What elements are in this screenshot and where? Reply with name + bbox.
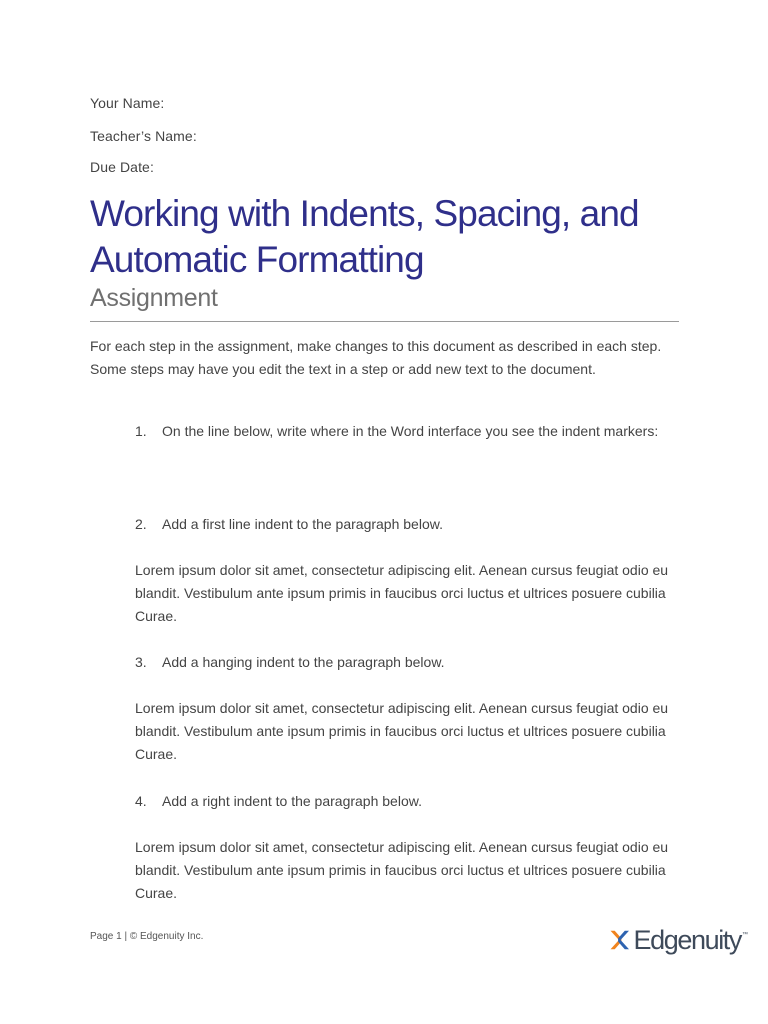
title-divider xyxy=(90,321,679,322)
edgenuity-logo xyxy=(608,923,748,957)
step-1-text: On the line below, write where in the Word interface you see the indent markers: xyxy=(162,423,659,439)
step-3-number: 3. xyxy=(135,654,147,670)
step-3-paragraph: Lorem ipsum dolor sit amet, consectetur adipiscing elit. Aenean cursus feugiat odio eu blandit. Vestibulum ante ipsum primis in faucibus orci luctus et ultrices posuere cubilia Curae. xyxy=(135,700,669,762)
teacher-name-label: Teacher’s Name: xyxy=(90,128,197,144)
step-4-text: Add a right indent to the paragraph below. xyxy=(162,793,422,809)
step-1-number: 1. xyxy=(135,423,147,439)
step-1-instruction xyxy=(135,420,670,443)
footer-page-text: Page 1 | © Edgenuity Inc. xyxy=(90,931,204,942)
document-title: Working with Indents, Spacing, and Automatic Formatting xyxy=(90,193,639,280)
step-4-number: 4. xyxy=(135,793,147,809)
step-2-paragraph: Lorem ipsum dolor sit amet, consectetur adipiscing elit. Aenean cursus feugiat odio eu blandit. Vestibulum ante ipsum primis in faucibus orci luctus et ultrices posuere cubilia Curae. xyxy=(135,562,669,624)
logo-trademark: ™ xyxy=(742,932,748,938)
step-2-text: Add a first line indent to the paragraph below. xyxy=(162,516,443,532)
intro-paragraph: For each step in the assignment, make changes to this document as described in each step. Some steps may have you edit the text in a step or add new text to the document. xyxy=(90,338,662,377)
your-name-label: Your Name: xyxy=(90,95,165,111)
step-2-instruction xyxy=(135,513,670,536)
step-4-instruction xyxy=(135,790,670,813)
step-3-text: Add a hanging indent to the paragraph below. xyxy=(162,654,445,670)
logo-wordmark: Edgenuity xyxy=(633,925,741,955)
step-3-instruction xyxy=(135,651,670,674)
edgenuity-x-logo-icon xyxy=(608,926,632,954)
step-4-paragraph: Lorem ipsum dolor sit amet, consectetur adipiscing elit. Aenean cursus feugiat odio eu blandit. Vestibulum ante ipsum primis in faucibus orci luctus et ultrices posuere cubilia Curae. xyxy=(135,839,669,901)
step-2-number: 2. xyxy=(135,516,147,532)
due-date-label: Due Date: xyxy=(90,159,154,175)
document-subtitle: Assignment xyxy=(90,284,218,312)
